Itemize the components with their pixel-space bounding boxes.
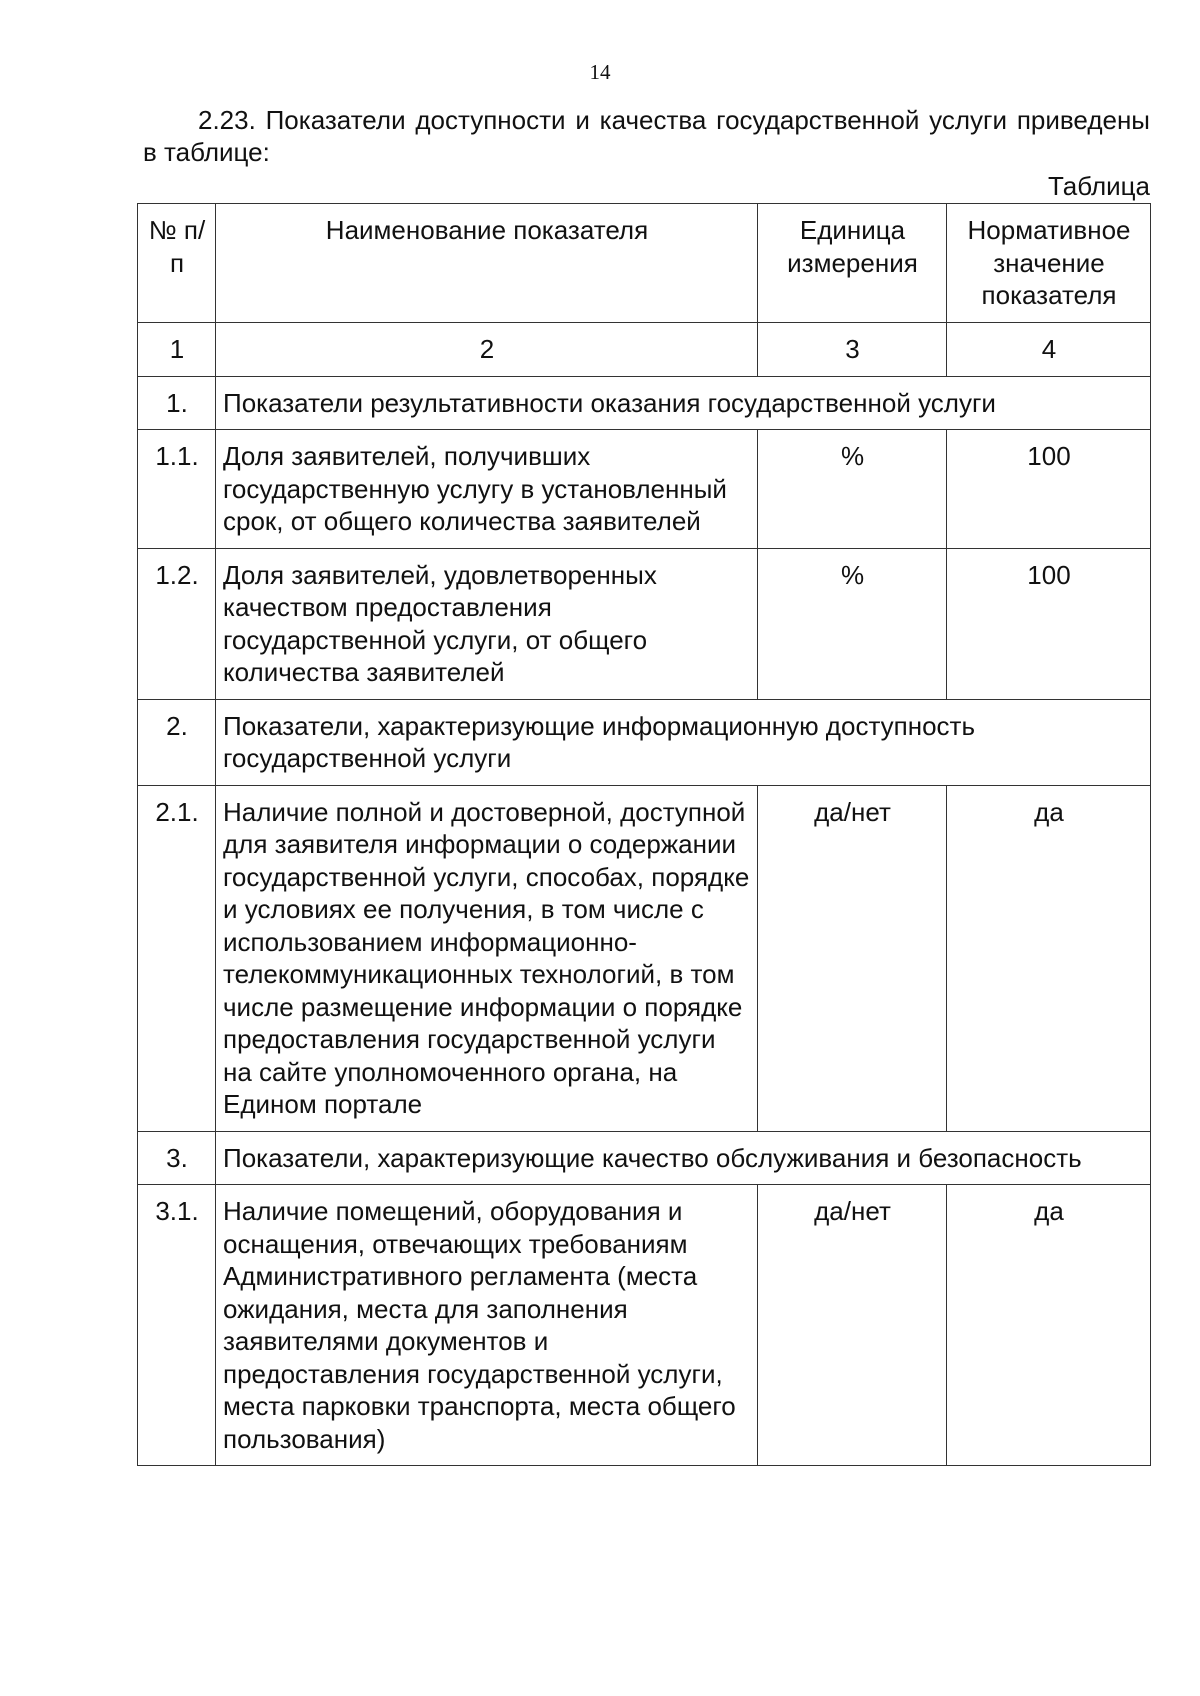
table-row xyxy=(138,785,1151,1131)
row-num: 3. xyxy=(138,1131,216,1185)
indicator-value: 100 xyxy=(947,430,1151,549)
indicators-table xyxy=(137,203,1151,1466)
indicator-unit: да/нет xyxy=(758,785,947,1131)
header-norm: Нормативное значение показателя xyxy=(947,204,1151,323)
indicator-unit: % xyxy=(758,548,947,699)
section-title: Показатели, характеризующие информационную доступность государственной услуги xyxy=(216,699,1151,785)
page-number: 14 xyxy=(589,60,611,84)
row-num: 2.1. xyxy=(138,785,216,1131)
section-row xyxy=(138,699,1151,785)
table-header-row xyxy=(138,204,1151,323)
indicator-name: Наличие помещений, оборудования и оснащения, отвечающих требованиям Административного регламента (места ожидания, места для заполнения заявителями документов и предоставления государственной услуги, места парковки транспорта, места общего пользования) xyxy=(216,1185,758,1466)
column-number: 3 xyxy=(758,323,947,377)
header-unit: Единица измерения xyxy=(758,204,947,323)
column-number: 4 xyxy=(947,323,1151,377)
row-num: 1. xyxy=(138,376,216,430)
row-num: 1.1. xyxy=(138,430,216,549)
column-number: 1 xyxy=(138,323,216,377)
section-title: Показатели, характеризующие качество обслуживания и безопасность xyxy=(216,1131,1151,1185)
indicator-unit: да/нет xyxy=(758,1185,947,1466)
header-num: № п/п xyxy=(138,204,216,323)
table-row xyxy=(138,430,1151,549)
table-row xyxy=(138,548,1151,699)
indicator-value: да xyxy=(947,1185,1151,1466)
row-num: 2. xyxy=(138,699,216,785)
section-row xyxy=(138,376,1151,430)
table-label: Таблица xyxy=(1048,171,1150,201)
table-row xyxy=(138,1185,1151,1466)
indicator-name: Доля заявителей, удовлетворенных качеством предоставления государственной услуги, от общего количества заявителей xyxy=(216,548,758,699)
row-num: 3.1. xyxy=(138,1185,216,1466)
column-numbers-row xyxy=(138,323,1151,377)
intro-paragraph: 2.23. Показатели доступности и качества государственной услуги приведены в таблице: xyxy=(143,105,1150,167)
indicator-unit: % xyxy=(758,430,947,549)
section-row xyxy=(138,1131,1151,1185)
section-title: Показатели результативности оказания государственной услуги xyxy=(216,376,1151,430)
indicator-value: да xyxy=(947,785,1151,1131)
column-number: 2 xyxy=(216,323,758,377)
indicator-value: 100 xyxy=(947,548,1151,699)
indicator-name: Доля заявителей, получивших государственную услугу в установленный срок, от общего количества заявителей xyxy=(216,430,758,549)
row-num: 1.2. xyxy=(138,548,216,699)
indicator-name: Наличие полной и достоверной, доступной для заявителя информации о содержании государственной услуги, способах, порядке и условиях ее получения, в том числе с использованием информационно-телекоммуникационных технологий, в том числе размещение информации о порядке предоставления государственной услуги на сайте уполномоченного органа, на Едином портале xyxy=(216,785,758,1131)
header-name: Наименование показателя xyxy=(216,204,758,323)
